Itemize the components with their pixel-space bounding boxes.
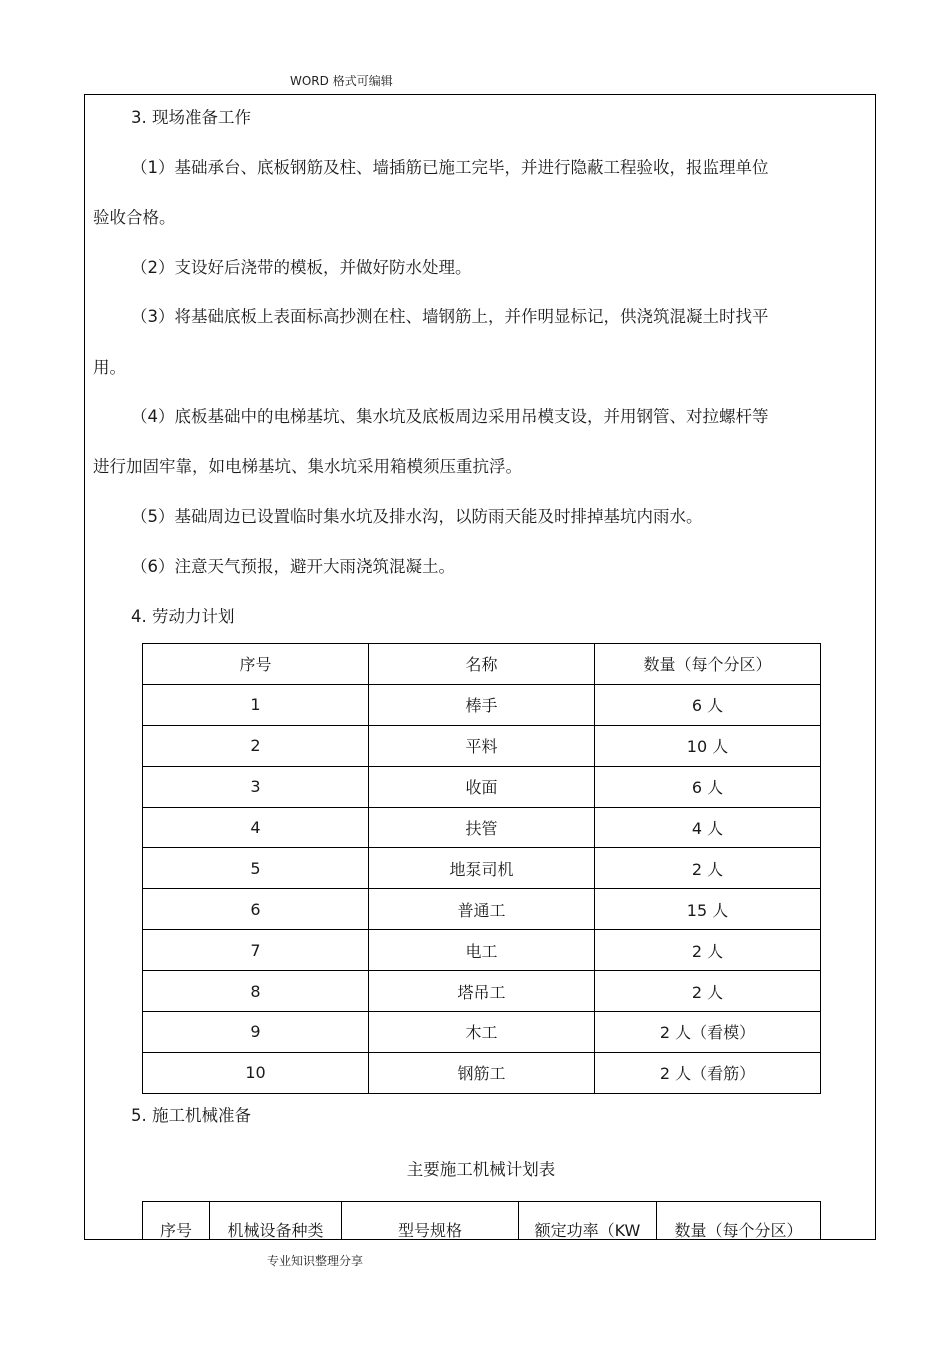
- header-cell-index: 序号: [143, 644, 369, 685]
- document-frame: [84, 94, 876, 1240]
- cell-quantity: 2 人: [595, 971, 821, 1012]
- header-cell-rated-power: 额定功率（KW: [519, 1202, 657, 1241]
- cell-quantity: 2 人: [595, 930, 821, 971]
- cell-quantity: 4 人: [595, 807, 821, 848]
- table-row: [143, 1012, 821, 1053]
- table-row: [143, 889, 821, 930]
- cell-index: 4: [143, 807, 369, 848]
- cell-index: 7: [143, 930, 369, 971]
- header-cell-quantity: 数量（每个分区）: [657, 1202, 821, 1241]
- machinery-table-caption: 主要施工机械计划表: [406, 1160, 556, 1179]
- table-row: [143, 684, 821, 725]
- cell-index: 9: [143, 1012, 369, 1053]
- header-cell-equipment-type: 机械设备种类: [210, 1202, 342, 1241]
- cell-quantity: 6 人: [595, 766, 821, 807]
- table-row: [143, 1052, 821, 1093]
- section5-title: 5. 施工机械准备: [131, 1106, 251, 1125]
- cell-name: 钢筋工: [369, 1052, 595, 1093]
- page-footer: 专业知识整理分享: [267, 1254, 364, 1268]
- table-header-row: [143, 644, 821, 685]
- table-row: [143, 848, 821, 889]
- cell-name: 木工: [369, 1012, 595, 1053]
- section3-title: 3. 现场准备工作: [131, 108, 251, 127]
- cell-quantity: 6 人: [595, 684, 821, 725]
- cell-name: 地泵司机: [369, 848, 595, 889]
- cell-name: 平料: [369, 725, 595, 766]
- section3-item1-line2: 验收合格。: [93, 208, 176, 227]
- cell-index: 1: [143, 684, 369, 725]
- table-row: [143, 766, 821, 807]
- table-row: [143, 930, 821, 971]
- section3-item4-line1: （4）底板基础中的电梯基坑、集水坑及底板周边采用吊模支设，并用钢管、对拉螺杆等: [131, 407, 769, 426]
- cell-name: 扶管: [369, 807, 595, 848]
- page-header: WORD 格式可编辑: [290, 74, 393, 88]
- section3-item5: （5）基础周边已设置临时集水坑及排水沟，以防雨天能及时排掉基坑内雨水。: [131, 507, 703, 526]
- cell-name: 普通工: [369, 889, 595, 930]
- cell-index: 2: [143, 725, 369, 766]
- cell-quantity: 10 人: [595, 725, 821, 766]
- machinery-table: [142, 1201, 821, 1240]
- cell-index: 3: [143, 766, 369, 807]
- section3-item4-line2: 进行加固牢靠，如电梯基坑、集水坑采用箱模须压重抗浮。: [93, 457, 522, 476]
- labor-plan-table: [142, 643, 821, 1094]
- section3-item1-line1: （1）基础承台、底板钢筋及柱、墙插筋已施工完毕，并进行隐蔽工程验收，报监理单位: [131, 158, 769, 177]
- header-cell-name: 名称: [369, 644, 595, 685]
- header-cell-quantity: 数量（每个分区）: [595, 644, 821, 685]
- cell-index: 6: [143, 889, 369, 930]
- cell-name: 棒手: [369, 684, 595, 725]
- table-row: [143, 725, 821, 766]
- table-row: [143, 807, 821, 848]
- section3-item2: （2）支设好后浇带的模板，并做好防水处理。: [131, 258, 472, 277]
- section3-item3-line1: （3）将基础底板上表面标高抄测在柱、墙钢筋上，并作明显标记，供浇筑混凝土时找平: [131, 307, 769, 326]
- cell-name: 电工: [369, 930, 595, 971]
- table-row: [143, 971, 821, 1012]
- cell-index: 10: [143, 1052, 369, 1093]
- cell-quantity: 15 人: [595, 889, 821, 930]
- cell-name: 收面: [369, 766, 595, 807]
- header-cell-index: 序号: [143, 1202, 210, 1241]
- cell-quantity: 2 人（看模）: [595, 1012, 821, 1053]
- header-cell-model: 型号规格: [342, 1202, 519, 1241]
- cell-index: 8: [143, 971, 369, 1012]
- table-header-row: [143, 1202, 821, 1241]
- section3-item3-line2: 用。: [93, 358, 126, 377]
- section3-item6: （6）注意天气预报，避开大雨浇筑混凝土。: [131, 557, 455, 576]
- cell-quantity: 2 人（看筋）: [595, 1052, 821, 1093]
- cell-quantity: 2 人: [595, 848, 821, 889]
- cell-index: 5: [143, 848, 369, 889]
- cell-name: 塔吊工: [369, 971, 595, 1012]
- section4-title: 4. 劳动力计划: [131, 607, 235, 626]
